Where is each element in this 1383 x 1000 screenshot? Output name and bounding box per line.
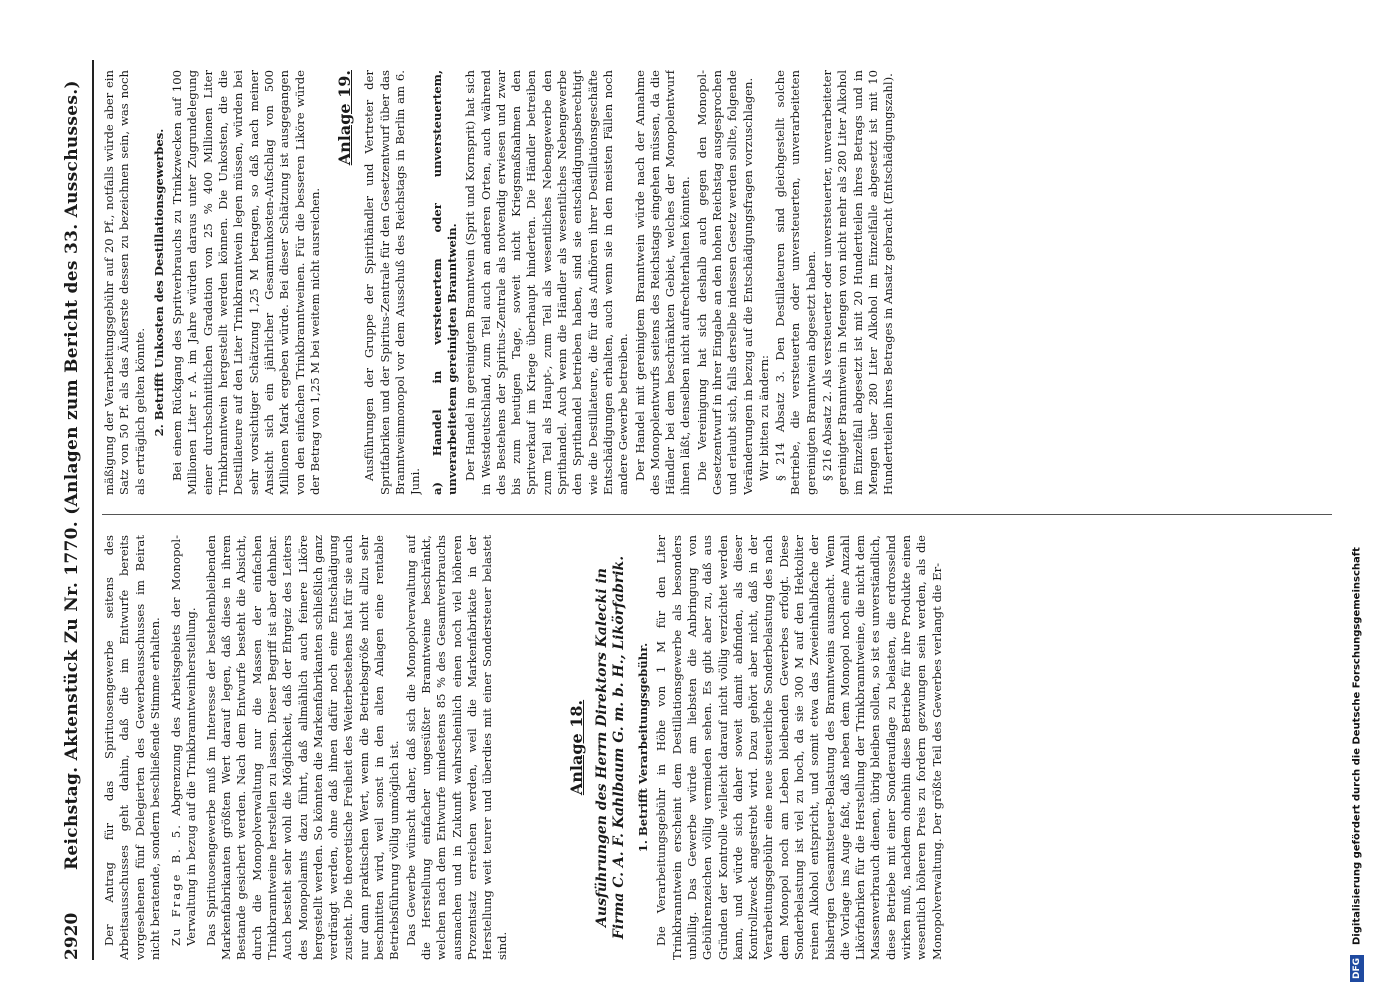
paragraph: Ausführungen der Gruppe der Spirithändler und Vertreter der Spritfabriken und der Spiritus-Zentrale für den Gesetzentwurf über das Branntweinmonopol vor dem Ausschuß des Reichstags in Berlin am 6. Juni. (362, 70, 423, 495)
page-running-title: Reichstag. Aktenstück Zu Nr. 1770. (Anlagen zum Bericht des 33. Ausschusses.) (62, 80, 82, 870)
left-column (102, 535, 1332, 960)
dfg-logo: DFG (1350, 955, 1364, 982)
paragraph: Das Gewerbe wünscht daher, daß sich die Monopolverwaltung auf die Herstellung einfacher ungesüßter Branntweine beschränkt, welchen nach dem Entwurfe mindestens 85 % des Gesamtverbrauchs ausmachen und in Zukunft wahrscheinlich einen noch viel höheren Prozentsatz erreichen werden, weil die Markenfabrikate in der Herstellung weit teurer und überdies mit einer Sondersteuer belastet sind. (403, 535, 510, 960)
page-header (50, 60, 94, 960)
section-heading: a) Handel in versteuertem oder unversteuertem, unverarbeitetem gereinigten Branntwein. (429, 70, 459, 495)
paragraph: mäßigung der Verarbeitungsgebühr auf 20 Pf., notfalls würde aber ein Satz von 50 Pf. als das Äußerste dessen zu bezeichnen sein, was noch als erträglich gelten könnte. (102, 70, 147, 495)
paragraph: § 216 Absatz 2. Als versteuerter oder unversteuerter, unverarbeiteter gereinigter Branntwein in Mengen von nicht mehr als 280 Liter Alkohol im Einzelfall abgesetzt ist mit 20 Hundertteilen ihres Betrags und in Mengen über 280 Liter Alkohol im Einzelfalle abgesetzt ist mit 10 Hundertteilen ihres Betrages in Ansatz gebracht (Entschädigungszahl). (820, 70, 896, 495)
page-number: 2920 (62, 912, 82, 960)
paragraph: Das Spirituosengewerbe muß im Interesse der bestehenbleibenden Markenfabrikanten größten Wert darauf legen, daß diese in ihrem Bestande gesichert werden. Nach dem Entwurfe besteht die Absicht, durch die Monopolverwaltung nur die Massen der einfachen Trinkbranntweine herstellen zu lassen. Dieser Begriff ist aber dehnbar. Auch besteht sehr wohl die Möglichkeit, daß der Ehrgeiz des Leiters des Monopolamts dazu führt, daß allmählich auch feinere Liköre hergestellt werden. So könnten die Markenfabrikanten schließlich ganz verdrängt werden, ohne daß ihnen dafür noch eine Entschädigung zusteht. Die theoretische Freiheit des Weiterbestehens hat für sie auch nur dann praktischen Wert, wenn die Betriebsgröße nicht allzu sehr beschnitten wird, weil sonst in den alten Anlagen eine rentable Betriebsführung völlig unmöglich ist. (203, 535, 402, 960)
paragraph: Die Vereinigung hat sich deshalb auch gegen den Monopol-Gesetzentwurf in ihrer Eingabe an den hohen Reichstag ausgesprochen und erlaubt sich, falls derselbe indessen Gesetz werden sollte, folgende Veränderungen in bezug auf die Entschädigungsfragen vorzuschlagen. (694, 70, 755, 495)
digitization-credit (1343, 8, 1371, 982)
rotated-document-page (50, 60, 1340, 960)
appendix-heading: Anlage 18. (566, 699, 586, 796)
appendix-heading: Anlage 19. (335, 70, 355, 166)
question-text: Abgrenzung des Arbeitsgebiets der Monopol-Verwaltung in bezug auf die Trinkbranntweinherstellung. (169, 535, 199, 946)
right-column (102, 70, 1332, 495)
question-block (169, 535, 200, 960)
digitization-credit-text: Digitalisierung gefördert durch die Deutsche Forschungsgemeinschaft (1351, 547, 1363, 945)
paragraph: Der Handel in gereinigtem Branntwein (Sprit und Kornsprit) hat sich in Westdeutschland, zum Teil auch an anderen Orten, auch während des Bestehens der Spiritus-Zentrale als notwendig erwiesen und zwar bis zum heutigen Tage, soweit nicht Kriegsmaßnahmen den Spritverkauf im Kriege überhaupt hinderten. Die Händler betreiben zum Teil als Haupt-, zum Teil als wesentliches Nebengewerbe den Sprithandel. Auch wenn die Händler als wesentliches Nebengewerbe den Sprithandel betrieben haben, sind sie entschädigungsberechtigt wie die Destillateure, die für das Aufhören ihrer Destillationsgeschäfte Entschädigungen erhalten, auch wenn sie in den meisten Fällen noch andere Gewerbe betreiben. (463, 70, 631, 495)
paragraph: Der Handel mit gereinigtem Branntwein würde nach der Annahme des Monopolentwurfs seitens des Reichstags eingehen müssen, da die Händler bei dem beschränkten Gebiet, welches der Monopolentwurf ihnen läßt, denselben nicht aufrechterhalten könnten. (632, 70, 693, 495)
paragraph: Wir bitten zu ändern: (756, 355, 771, 481)
paragraph: § 214 Absatz 3. Den Destillateuren sind gleichgestellt solche Betriebe, die versteuerten oder unversteuerten, unverarbeiteten gereinigten Branntwein abgesetzt haben. (773, 70, 818, 495)
appendix-subtitle: Ausführungen des Herrn Direktors Kalecki in Firma C. A. F. Kahlbaum G. m. b. H., Likörfabrik. (594, 555, 628, 940)
paragraph: Der Antrag für das Spirituosengewerbe seitens des Arbeitsausschusses geht dahin, daß die im Entwurfe bereits vorgesehenen fünf Delegierten des Gewerbeausschusses im Beirat nicht beratende, sondern beschließende Stimme erhalten. (102, 535, 162, 960)
column-divider (102, 514, 1332, 515)
paragraph: Bei einem Rückgang des Spritverbrauchs zu Trinkzwecken auf 100 Millionen Liter r. A. im Jahre würden daraus unter Zugrundelegung einer durchschnittlichen Gradation von 25 % 400 Millionen Liter Trinkbranntwein hergestellt werden können. Die Unkosten, die die Destillateure auf den Liter Trinkbranntwein legen müssen, würden bei sehr vorsichtiger Schätzung 1,25 M betragen, so daß nach meiner Ansicht sich ein jährlicher Gesamtunkosten-Aufschlag von 500 Millionen Mark ergeben würde. Bei dieser Schätzung ist ausgegangen von den einfachen Trinkbranntweinen. Für die besseren Liköre würde der Betrag von 1,25 M bei weitem nicht ausreichen. (170, 70, 322, 495)
section-heading: 2. Betrifft Unkosten des Destillationsgewerbes. (151, 128, 166, 437)
paragraph: Die Verarbeitungsgebühr in Höhe von 1 M für den Liter Trinkbranntwein erscheint dem Destillationsgewerbe als besonders unbillig. Das Gewerbe würde am liebsten die Anbringung von Gebührenzeichen völlig vermieden sehen. Es gibt aber zu, daß aus Gründen der Kontrolle vielleicht darauf nicht völlig verzichtet werden kann, und würde sich daher soweit damit abfinden, als dieser Kontrollzweck angestrebt wird. Dazu gehört aber nicht, daß in der Verarbeitungsgebühr eine neue steuerliche Sonderbelastung des nach dem Monopol noch am Leben bleibenden Gewerbes erfolgt. Diese Sonderbelastung ist viel zu hoch, da sie 300 M auf den Hektoliter reinen Alkohol entspricht, und somit etwa das Zweieinhalbfache der bisherigen Gesamtsteuer-Belastung des Branntweins ausmacht. Wenn die Vorlage ins Auge faßt, daß neben dem Monopol noch eine Anzahl Likörfabriken für die Herstellung der Trinkbranntweine, die nicht dem Massenverbrauch dienen, übrig bleiben sollen, so ist es unverständlich, diese Betriebe mit einer Sonderauflage zu belasten, die erdrosselnd wirken muß, nachdem ohnehin diese Betriebe für ihre Produkte einen wesentlich höheren Preis zu fordern gezwungen sein werden, als die Monopolverwaltung. Der größte Teil des Gewerbes verlangt die Er- (654, 535, 944, 960)
section-heading: 1. Betrifft Verarbeitungsgebühr. (636, 642, 651, 853)
question-label: Zu Frage B. 5. (169, 823, 184, 946)
